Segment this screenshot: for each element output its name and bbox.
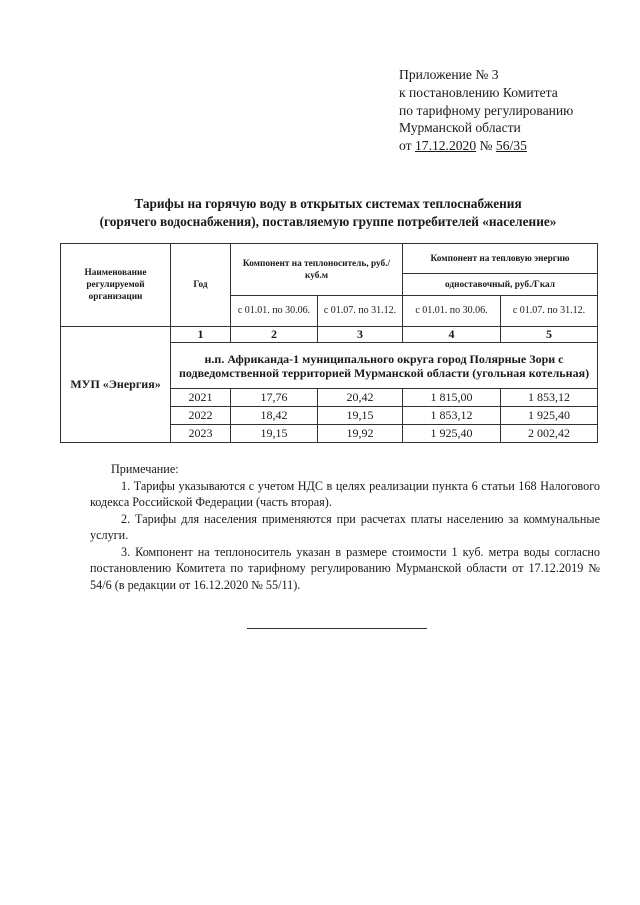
column-number: 5 xyxy=(501,327,598,343)
carrier-value-period-1: 17,76 xyxy=(231,389,318,407)
appendix-line-2: к постановлению Комитета xyxy=(399,84,558,100)
header-carrier-period-1: с 01.01. по 30.06. xyxy=(231,296,318,327)
appendix-date-line xyxy=(399,137,573,155)
energy-value-period-1: 1 853,12 xyxy=(403,407,501,425)
row-year: 2023 xyxy=(171,425,231,443)
header-single-rate: одноставочный, руб./Гкал xyxy=(403,274,598,296)
header-energy-period-2: с 01.07. по 31.12. xyxy=(501,296,598,327)
header-energy-period-1: с 01.01. по 30.06. xyxy=(403,296,501,327)
document-title xyxy=(58,195,598,231)
row-year: 2022 xyxy=(171,407,231,425)
energy-value-period-2: 1 925,40 xyxy=(501,407,598,425)
document-title-line-1: Тарифы на горячую воду в открытых системах теплоснабжения xyxy=(134,196,522,211)
carrier-value-period-2: 19,15 xyxy=(318,407,403,425)
energy-value-period-2: 1 853,12 xyxy=(501,389,598,407)
appendix-date-prefix: от xyxy=(399,138,415,154)
column-number: 4 xyxy=(403,327,501,343)
carrier-value-period-2: 19,92 xyxy=(318,425,403,443)
appendix-date: 17.12.2020 xyxy=(414,138,477,154)
header-organization: Наименование регулируемой организации xyxy=(61,244,171,327)
column-number: 3 xyxy=(318,327,403,343)
carrier-value-period-1: 19,15 xyxy=(231,425,318,443)
header-energy-component: Компонент на тепловую энергию xyxy=(403,244,598,274)
appendix-number: 56/35 xyxy=(495,138,527,154)
appendix-line-1: Приложение № 3 xyxy=(399,67,499,82)
column-number: 1 xyxy=(171,327,231,343)
appendix-line-3: по тарифному регулированию xyxy=(399,102,574,118)
closing-divider xyxy=(247,628,427,629)
energy-value-period-1: 1 815,00 xyxy=(403,389,501,407)
note-item: 3. Компонент на теплоноситель указан в размере стоимости 1 куб. метра воды согласно постановлению Комитета по тарифному регулированию Мурманской области от 17.12.2019 № 54/6 (в редакции от 16.12.2020 № 55/11). xyxy=(90,544,600,592)
header-carrier-component: Компонент на теплоноситель, руб./куб.м xyxy=(231,244,403,296)
carrier-value-period-1: 18,42 xyxy=(231,407,318,425)
energy-value-period-1: 1 925,40 xyxy=(403,425,501,443)
appendix-block xyxy=(399,66,573,155)
energy-value-period-2: 2 002,42 xyxy=(501,425,598,443)
header-carrier-period-2: с 01.07. по 31.12. xyxy=(318,296,403,327)
note-item: 2. Тарифы для населения применяются при расчетах платы населению за коммунальные услуги. xyxy=(90,511,600,542)
document-title-line-2: (горячего водоснабжения), поставляемую группе потребителей «население» xyxy=(99,214,557,229)
row-year: 2021 xyxy=(171,389,231,407)
notes-heading: Примечание: xyxy=(111,462,179,476)
organization-name: МУП «Энергия» xyxy=(61,327,171,443)
note-item: 1. Тарифы указываются с учетом НДС в целях реализации пункта 6 статьи 168 Налогового кодекса Российской Федерации (часть вторая). xyxy=(90,478,600,509)
carrier-value-period-2: 20,42 xyxy=(318,389,403,407)
column-number: 2 xyxy=(231,327,318,343)
tariffs-table xyxy=(60,243,598,443)
appendix-number-prefix: № xyxy=(479,138,496,154)
notes-section xyxy=(90,461,600,593)
header-year: Год xyxy=(171,244,231,327)
column-numbers-row xyxy=(61,327,598,343)
locality-name: н.п. Африканда-1 муниципального округа город Полярные Зори с подведомственной территорией Мурманской области (угольная котельная) xyxy=(171,343,598,389)
appendix-line-4: Мурманской области xyxy=(399,120,521,136)
